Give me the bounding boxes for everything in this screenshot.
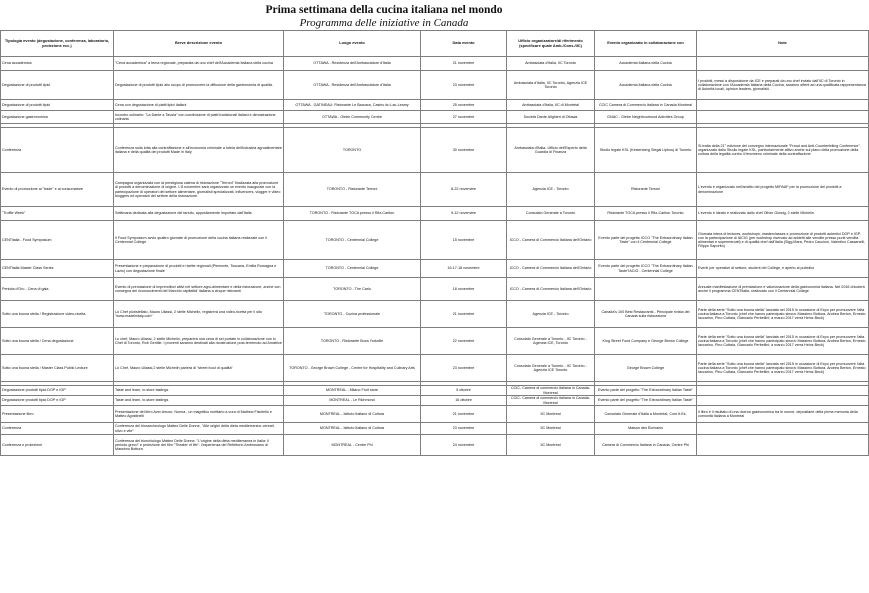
cell-note [697,57,869,71]
table-row [1,111,869,124]
table-row [1,386,869,396]
table-row [1,278,869,301]
cell-data: 23 novembre [421,71,507,100]
cell-luogo: MONTREAL - Istituto Italiano di Cultura [284,423,421,435]
cell-note: L'evento è organizzato nell'ambito del progetto MIPAAF per la promozione dei prodotti a denominazione [697,173,869,207]
table-row [1,355,869,382]
cell-descrizione: Incontro culinario: "La Dante a Tavola" con condivisione di piatti tradizionali italiani e dimostrazione culinaria [114,111,284,124]
cell-collaborazione: King Street Food Company e George Brown College [595,328,697,355]
cell-data: 18 novembre [421,278,507,301]
cell-ufficio: Ambasciata d'Italia, IIC Toronto [507,57,595,71]
cell-collaborazione: Ristorante TOCA presso il Ritz-Carlton Toronto [595,207,697,221]
cell-luogo: TORONTO - Centennial College [284,260,421,278]
cell-descrizione: Evento di premiazione di imprenditori attivi nel settore agro-alimentare e della ristorazione, anche con consegna dei riconoscimenti del Marchio ospitalità' italiana a cinque ristoranti [114,278,284,301]
cell-descrizione: Presentazione e preparazione di prodotti e ricette regionali (Piemonte, Toscana, Emilia Romagna e Lazio) con degustazione finale [114,260,284,278]
cell-ufficio: Consolato Generale a Toronto [507,207,595,221]
cell-collaborazione: Evento parte del progetto "The Extraordinary Italian Taste" [595,396,697,406]
cell-data: 8-22 novembre [421,173,507,207]
cell-descrizione: Conferenza sulla lotta alla contraffazione e all'economia criminale a tutela dell'industria agroalimentare italiana e della qualità dei prodotti Made in Italy [114,128,284,173]
cell-ufficio: ICCO - Camera di Commercio Italiana dell'Ontario [507,221,595,260]
cell-luogo: OTTAWA - Glebe Community Centre [284,111,421,124]
cell-luogo: MONTREAL - Istituto Italiano di Cultura [284,406,421,423]
cell-ufficio: Agenzia ICE - Toronto [507,173,595,207]
cell-collaborazione [595,278,697,301]
cell-data: 21 novembre [421,57,507,71]
cell-data: 24 novembre [421,435,507,456]
cell-ufficio: CCIC- Camera di commercio italiana in Canada-Montreal [507,386,595,396]
page-title: Prima settimana della cucina italiana nel mondo [265,4,503,16]
cell-tipologia: CENTitalia Master Class Series [1,260,114,278]
header-collaborazione: Evento organizzato in collaborazione con [595,31,697,57]
cell-descrizione: Taste and learn, in-store tastings [114,386,284,396]
cell-data: 5 ottobre [421,386,507,396]
cell-data: 23 novembre [421,355,507,382]
cell-collaborazione: Maison des Écrivains [595,423,697,435]
cell-descrizione: Settimana dedicata alla degustazione del tartufo, appositamente importato dall'Italia [114,207,284,221]
cell-luogo: MONTREAL - Milano Fruit store [284,386,421,396]
cell-collaborazione: GNAC - Glebe Neighbourhood Activities Group [595,111,697,124]
cell-luogo: OTTAWA - Residenza dell'Ambasciatore d'Italia [284,71,421,100]
cell-luogo: TORONTO [284,128,421,173]
table-row [1,207,869,221]
cell-luogo: TORONTO - Centennial College [284,221,421,260]
cell-ufficio: IIC Montréal [507,406,595,423]
cell-descrizione: Presentazione del libro Aver Amour, Nonna , un magnifico ricettario a cura di Mathew Fiscitello e Matteo Agostinelli [114,406,284,423]
cell-note: I prodotti, messi a disposizione da ICE e preparati da uno chef inviato dall'IIC di Toronto in collaborazione con l'Accademia Italiana della Cucina, saranno offerti ad una qualificata rappresentanza di Autorità locali, opinion leaders, giornalisti. [697,71,869,100]
cell-tipologia: Sotto una buona stella / Cena degustazione [1,328,114,355]
table-row [1,100,869,111]
cell-tipologia: "Truffle Week" [1,207,114,221]
cell-collaborazione: Ristorante Terroni [595,173,697,207]
cell-ufficio: Consolato Generale a Toronto - IIC Toronto - Agenzia ICE, Toronto [507,328,595,355]
table-row [1,128,869,173]
header-data: Data evento [421,31,507,57]
events-table [0,30,869,456]
cell-collaborazione: Camera di Commercio Italiana in Canada, Centre Phi [595,435,697,456]
cell-luogo: TORONTO - The Carlu [284,278,421,301]
cell-luogo: OTTAWA - GATINEAU: Ristorante Le Baccara, Casino du Lac-Leamy [284,100,421,111]
cell-tipologia: Pentola d'Oro - Cena di gala [1,278,114,301]
cell-collaborazione: Consolato Generale d'Italia a Montréal, Com.It.Es. [595,406,697,423]
cell-ufficio: CCIC- Camera di commercio italiana in Canada-Montreal [507,396,595,406]
cell-luogo: TORONTO - Ristorante Terroni [284,173,421,207]
cell-tipologia: Conferenza [1,423,114,435]
cell-note: Parte della serie "Sotto una buona stella" lanciata nel 2015 in occasione di Expo per promuovere l'alta cucina italiana a Toronto (chef che hanno partecipato sinora: Massimo Bottura, Andrea Berton, Ernesto Iaccarino, Pino Cuttaia, Giancarlo Perbellini; a marzo 2017 verrà Heinz Beck) [697,355,869,382]
cell-note: Giornata intera di lectures, workshops, masterclasses e promozione di prodotti autentici DOP e IGP, con la partecipazione di IACIG (per workshop riservato ad addetti alle vendite presso punti vendita alimentari e supermercati) e di qualità chef dall'Italia (Sigg.Mara, Pedro Caccioni, Valentino Cassanelli, Filippo Saporito) [697,221,869,260]
cell-descrizione: Lo Chef, Mauro Uliassi,2 stelle Michelin parlerà di "street food di qualità" [114,355,284,382]
cell-note [697,423,869,435]
cell-data: 22 novembre [421,328,507,355]
cell-data: 25 novembre [421,100,507,111]
cell-tipologia: Degustazione di prodotti tipici [1,100,114,111]
cell-descrizione: Conferenza del biosarcheologo Matteo Delle Donne, "Alle origini della dieta mediterranea: cereali, ulivo e vite" [114,423,284,435]
cell-tipologia: Degustazione di prodotti tipici [1,71,114,100]
cell-data: 9-12 novembre [421,207,507,221]
table-row [1,173,869,207]
cell-note [697,100,869,111]
cell-collaborazione: Studio legale KSL (Kestenberg Siegal Lipkus) di Toronto [595,128,697,173]
cell-tipologia: Presentazione libro [1,406,114,423]
cell-descrizione: Taste and learn, in-store tastings [114,396,284,406]
cell-descrizione: "Cena accademica" a tema regionale, preparata da uno chef dell'Accademia Italiana della cucina [114,57,284,71]
header-tipologia: Tipologia evento (degustazione, conferenza, laboratorio, proiezione ecc.) [1,31,114,57]
cell-ufficio: Agenzia ICE - Toronto [507,301,595,328]
cell-collaborazione: Accademia Italiana della Cucina [595,57,697,71]
cell-tipologia: Sotto una buona stella / Master Class Public Lecture [1,355,114,382]
page-subtitle: Programma delle iniziative in Canada [299,17,469,29]
cell-collaborazione: CCIC Camera di Commercio Italiana in Canada Montreal [595,100,697,111]
cell-ufficio: Ambasciata d'Italia, IIC Toronto, Agenzia ICE Toronto [507,71,595,100]
cell-note: Parte della serie "Sotto una buona stella" lanciata nel 2015 in occasione di Expo per promuovere l'alta cucina italiana a Toronto (chef che hanno partecipato sinora: Massimo Bottura, Andrea Berton, Ernesto Iaccarino, Pino Cuttaia, Giancarlo Perbellini; a marzo 2017 verrà Heinz Beck) [697,328,869,355]
cell-collaborazione: Evento parte del progetto ICCO "The Extraordinary Italian Taste"IACIG - Centennial College [595,260,697,278]
cell-ufficio: Ambasciata d'Italia- Ufficio dell'Esperto della Guardia di Finanza [507,128,595,173]
cell-ufficio: Consolato Generale a Toronto - IIC Toronto - Agenzia ICE Toronto [507,355,595,382]
cell-descrizione: Conferenza del biorchiologo Matteo Delle Donne. "L'origine della dieta mediterranea in Italia: il periodo greco" e proiezione del film "Theater of life": l'esperienza del Refettorio Ambrosiano di Massimo Bottura [114,435,284,456]
cell-descrizione: Cena con degustazione di piatti tipici italiani [114,100,284,111]
cell-tipologia: Sotto una buona stella / Registrazione video-ricetta [1,301,114,328]
cell-descrizione: Degustazione di prodotti tipici allo scopo di promuovere la diffusione della gastronomia di qualità. [114,71,284,100]
table-row [1,221,869,260]
cell-luogo: OTTAWA - Residenza dell'Ambasciatore d'Italia [284,57,421,71]
cell-data: 21 novembre [421,406,507,423]
cell-collaborazione: Evento parte del progetto ICCO "The Extraordinary Italian Taste" con il Centennial College [595,221,697,260]
cell-tipologia: Degustazione prodotti tipici DOP e IGP [1,386,114,396]
header-note: Note [697,31,869,57]
cell-luogo: MONTREAL - Centre Phi [284,435,421,456]
cell-ufficio: ICCO - Camera di Commercio Italiana dell'Ontario [507,260,595,278]
cell-collaborazione: Accademia Italiana della Cucina [595,71,697,100]
cell-collaborazione: Evento parte del progetto "The Extraordinary Italian Taste" [595,386,697,396]
cell-data: 23 novembre [421,423,507,435]
cell-data: 21 novembre [421,301,507,328]
cell-descrizione: Il Food Symposium avvio quattro giornate di promozione della cucina italiana realizzate con il Centennial College [114,221,284,260]
cell-note [697,386,869,396]
cell-data: 15 novembre [421,221,507,260]
cell-note: Eventi per operatori di settore, student del College, e aperto al pubblico [697,260,869,278]
cell-collaborazione: George Brown College [595,355,697,382]
cell-data: 16 ottobre [421,396,507,406]
table-row [1,396,869,406]
cell-luogo: MONTREAL - Le Richmond [284,396,421,406]
cell-descrizione: Lo Chef pluristellato, Mauro Uliassi, 2 stelle Michelin, registrerà una video-ricetta per il sito "www.madeinitaly.com" [114,301,284,328]
table-row [1,260,869,278]
table-row [1,71,869,100]
cell-note: Si tratta della 21° edizione del convegno internazionale "Fraud and Anti-Counterfeiting Conference", organizzato dallo Studio legale KSL, particolarmente attivo anche sul piano della promozione della cultura della legalità contro il fenomeno criminale della contraffazione [697,128,869,173]
cell-descrizione: Lo chef, Mauro Uliassi, 2 stelle Michelin, preparerà una cena di sei portate in collaborazione con lo Chef di Toronto, Rob Gentile. I proventi saranno destinati alla ricostruzione post-terremoto ad Amatrice [114,328,284,355]
cell-note [697,435,869,456]
cell-tipologia: CENTitalia - Food Symposium [1,221,114,260]
cell-descrizione: Campagna organizzata con la prestigiosa catena di ristorazione "Terroni" finalizzata alla promozione di prodotti a denominazione di origine. L'8 novembre sarà organizzato un evento inaugurale con la partecipazione di operatori del settore alimentare, giornalisti specializzati, influencers, vlogger e video bloggers ed operatori del settore della ristorazione. [114,173,284,207]
cell-ufficio: Ambasciata d'Italia, IIC di Montréal [507,100,595,111]
table-row [1,301,869,328]
header-luogo: Luogo evento [284,31,421,57]
cell-tipologia: Cena accademica [1,57,114,71]
cell-note [697,396,869,406]
header-descrizione: Breve descrizione evento [114,31,284,57]
cell-tipologia: Degustazione gastronomica [1,111,114,124]
table-row [1,423,869,435]
table-row [1,328,869,355]
cell-note: Parte della serie "Sotto una buona stella" lanciata nel 2015 in occasione di Expo per promuovere l'alta cucina italiana a Toronto (chef che hanno partecipato sinora: Massimo Bottura, Andrea Berton, Ernesto Iaccarino, Pino Cuttaia, Giancarlo Perbellini; a marzo 2017 verrà Heinz Beck) [697,301,869,328]
header-row [1,31,869,57]
table-row [1,57,869,71]
table-row [1,406,869,423]
cell-tipologia: Conferenza e proiezione [1,435,114,456]
cell-note: Annuale manifestazione di premiazione e valorizzazione della gastronomia italiana. Nel 2016 chiuderà anche il programma CENTitalia, realizzato con il Centennial College [697,278,869,301]
cell-data: 30 novembre [421,128,507,173]
cell-tipologia: Evento di promozione ai "trade" e al consumatore [1,173,114,207]
header-ufficio: Ufficio organizzatore/di riferimento (specificare quale Amb./Cons./IIC) [507,31,595,57]
cell-luogo: TORONTO - Cucina professionale [284,301,421,328]
cell-note: L'evento è ideato e realizzato dallo chef Oliver Glowig, 2 stelle Michelin [697,207,869,221]
cell-tipologia: Degustazione prodotti tipici DOP e IGP [1,396,114,406]
cell-data: 16-17-18 novembre [421,260,507,278]
cell-luogo: TORONTO - George Brown College - Centre for Hospitality and Culinary Arts [284,355,421,382]
table-row [1,435,869,456]
cell-tipologia: Conferenza [1,128,114,173]
table-body [1,57,869,456]
cell-ufficio: ICCO - Camera di Commercio Italiana dell'Ontario [507,278,595,301]
cell-luogo: TORONTO - Ristorante Buca Yorkville [284,328,421,355]
cell-ufficio: Società Dante Alighieri di Ottawa [507,111,595,124]
cell-collaborazione: Canada's 100 Best Restaurants - Principale rivista del Canada sulla ristorazione [595,301,697,328]
cell-luogo: TORONTO - Ristorante TOCA presso il Ritz-Carlton [284,207,421,221]
cell-note [697,111,869,124]
cell-ufficio: IIC Montréal [507,423,595,435]
cell-ufficio: IIC Montréal [507,435,595,456]
cell-note: Il libro è il risultato di una ricerca gastronomica tra le nonne, depositarie della prima memoria della comunità italiana a Montréal [697,406,869,423]
cell-data: 27 novembre [421,111,507,124]
